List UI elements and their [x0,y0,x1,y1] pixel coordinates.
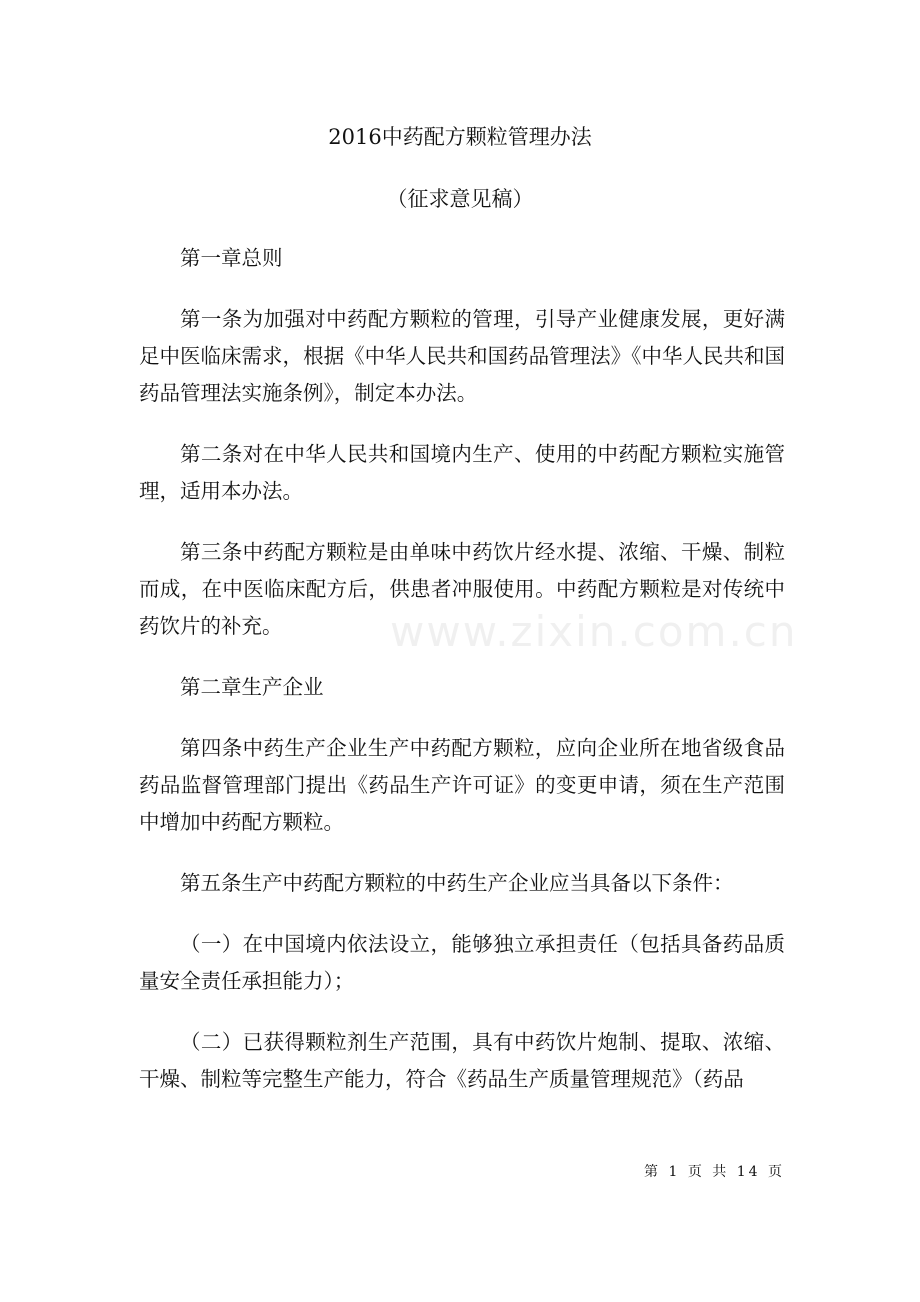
document-title: 2016中药配方颗粒管理办法 [328,125,592,149]
article-paragraph: 第一条为加强对中药配方颗粒的管理，引导产业健康发展，更好满足中医临床需求，根据《中华人民共和国药品管理法》《中华人民共和国药品管理法实施条例》，制定本办法。 [139,307,785,405]
list-item-paragraph: （一）在中国境内依法设立，能够独立承担责任（包括具备药品质量安全责任承担能力）； [139,932,785,993]
watermark-text: www.zixin.com.cn [390,607,798,656]
page-footer: 第 1 页 共 14 页 [644,1164,785,1180]
article-paragraph: 第三条中药配方颗粒是由单味中药饮片经水提、浓缩、干燥、制粒而成，在中医临床配方后，供患者冲服使用。中药配方颗粒是对传统中药饮片的补充。 [139,540,785,638]
chapter-heading: 第一章总则 [180,246,283,270]
article-paragraph: 第四条中药生产企业生产中药配方颗粒，应向企业所在地省级食品药品监督管理部门提出《药品生产许可证》的变更申请，须在生产范围中增加中药配方颗粒。 [139,736,785,834]
article-paragraph: 第二条对在中华人民共和国境内生产、使用的中药配方颗粒实施管理，适用本办法。 [139,442,785,503]
document-subtitle: （征求意见稿） [386,187,534,211]
article-paragraph: 第五条生产中药配方颗粒的中药生产企业应当具备以下条件： [180,871,734,895]
document-body [139,240,785,1122]
chapter-heading: 第二章生产企业 [180,675,324,699]
list-item-paragraph: （二）已获得颗粒剂生产范围，具有中药饮片炮制、提取、浓缩、干燥、制粒等完整生产能力，符合《药品生产质量管理规范》（药品 [139,1030,785,1091]
